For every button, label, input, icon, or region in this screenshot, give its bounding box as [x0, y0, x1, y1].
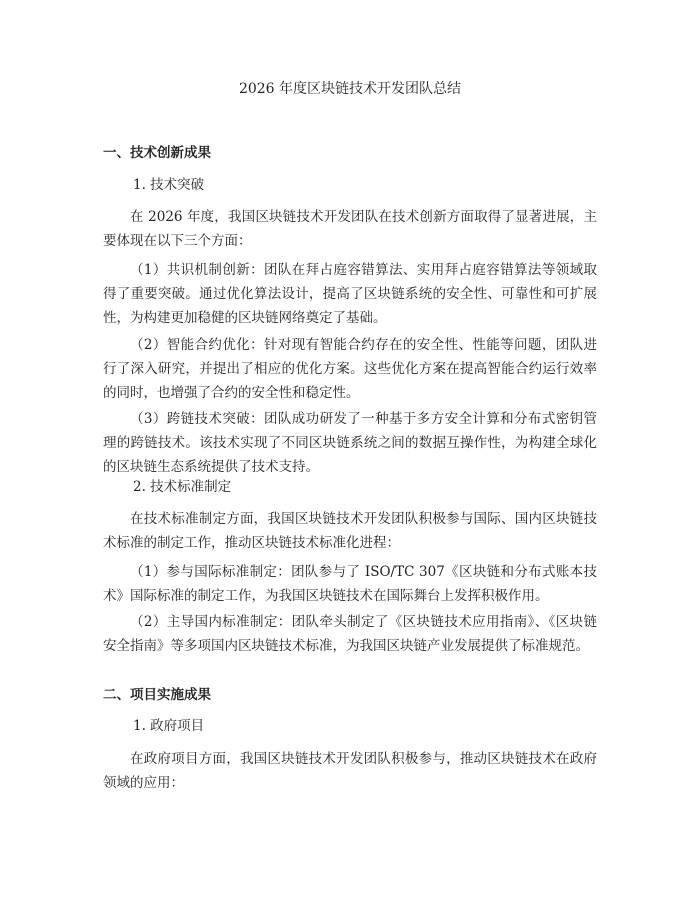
paragraph: 在政府项目方面，我国区块链技术开发团队积极参与，推动区块链技术在政府领域的应用： — [103, 751, 597, 791]
subsection-label-standards: 2. 技术标准制定 — [133, 479, 232, 495]
paragraph: 在 2026 年度，我国区块链技术开发团队在技术创新方面取得了显著进展，主要体现在以下三个方面： — [103, 209, 597, 249]
subsection-label-government: 1. 政府项目 — [133, 718, 205, 734]
paragraph-domestic-standard: （2）主导国内标准制定：团队牵头制定了《区块链技术应用指南》、《区块链安全指南》等多项国内区块链技术标准，为我国区块链产业发展提供了标准规范。 — [103, 614, 597, 654]
section-heading-innovation: 一、技术创新成果 — [103, 145, 211, 161]
paragraph-smart-contract: （2）智能合约优化：针对现有智能合约存在的安全性、性能等问题，团队进行了深入研究，并提出了相应的优化方案。这些优化方案在提高智能合约运行效率的同时，也增强了合约的安全性和稳定性。 — [103, 337, 597, 401]
section-heading-projects: 二、项目实施成果 — [103, 687, 211, 703]
paragraph-consensus: （1）共识机制创新：团队在拜占庭容错算法、实用拜占庭容错算法等领域取得了重要突破。通过优化算法设计，提高了区块链系统的安全性、可靠性和可扩展性，为构建更加稳健的区块链网络奠定了基础。 — [103, 262, 597, 326]
subsection-label-breakthrough: 1. 技术突破 — [133, 177, 205, 193]
paragraph: 在技术标准制定方面，我国区块链技术开发团队积极参与国际、国内区块链技术标准的制定工作，推动区块链技术标准化进程： — [103, 511, 597, 551]
paragraph-international-standard: （1）参与国际标准制定：团队参与了 ISO/TC 307《区块链和分布式账本技术》国际标准的制定工作，为我国区块链技术在国际舞台上发挥积极作用。 — [103, 564, 597, 604]
document-title: 2026 年度区块链技术开发团队总结 — [238, 81, 462, 97]
paragraph-cross-chain: （3）跨链技术突破：团队成功研发了一种基于多方安全计算和分布式密钥管理的跨链技术。该技术实现了不同区块链系统之间的数据互操作性，为构建全球化的区块链生态系统提供了技术支持。 — [103, 411, 597, 475]
